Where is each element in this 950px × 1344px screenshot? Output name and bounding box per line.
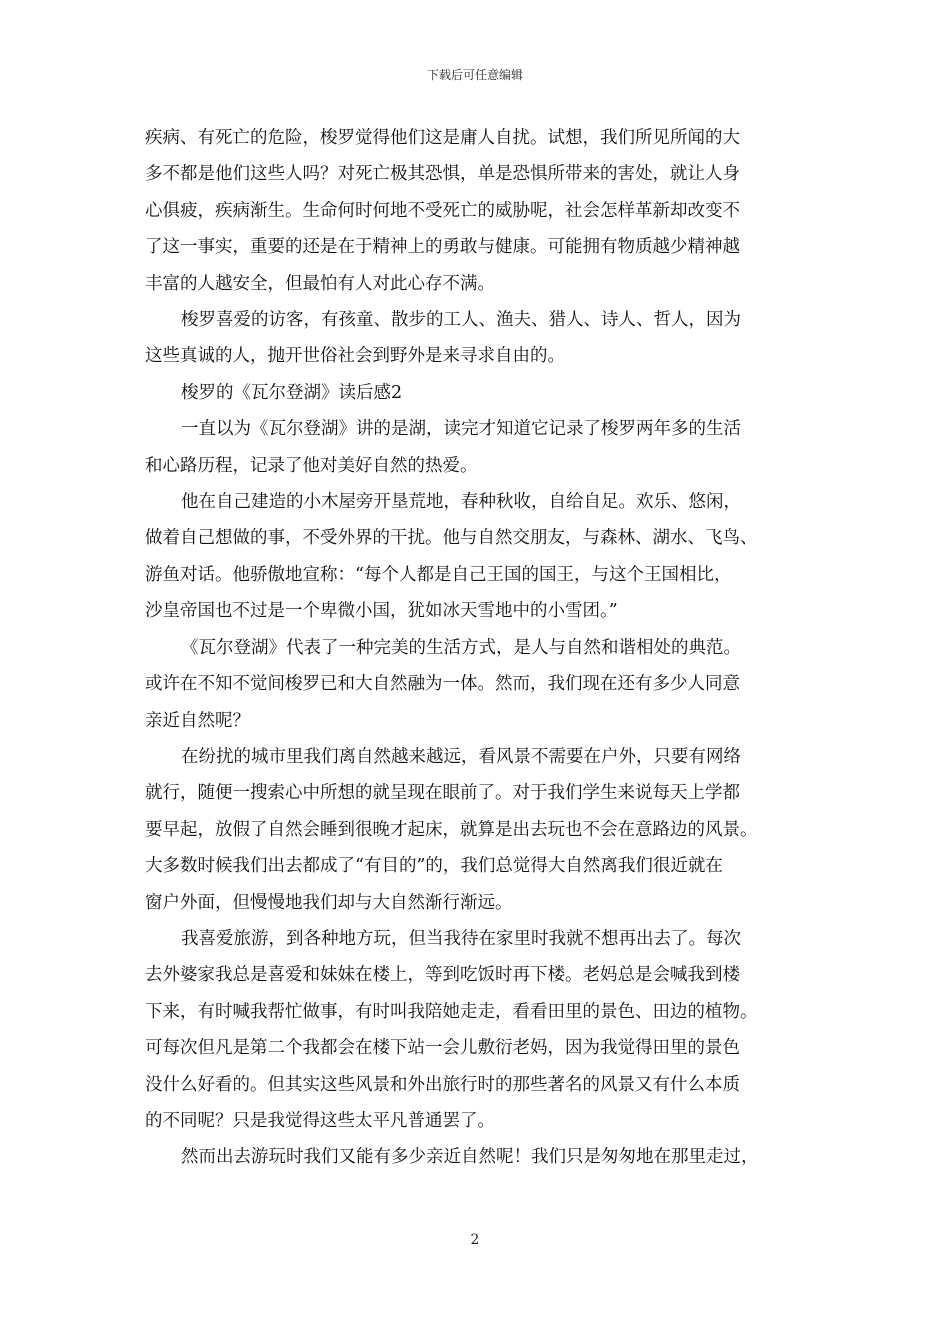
text-line: 和心路历程，记录了他对美好自然的热爱。 xyxy=(145,455,478,476)
text-line: 他在自己建造的小木屋旁开垦荒地，春种秋收，自给自足。欢乐、悠闲， xyxy=(181,492,741,513)
text-line: 了这一事实，重要的还是在于精神上的勇敢与健康。可能拥有物质越少精神越 xyxy=(145,237,740,258)
text-line: 一直以为《瓦尔登湖》讲的是湖，读完才知道它记录了梭罗两年多的生活 xyxy=(181,419,741,440)
paragraph xyxy=(145,411,813,484)
text-line: 要早起，放假了自然会睡到很晚才起床，就算是出去玩也不会在意路边的风景。 xyxy=(145,819,758,840)
page-header: 下载后可任意编辑 xyxy=(426,68,523,82)
text-line: 去外婆家我总是喜爱和妹妹在楼上，等到吃饭时再下楼。老妈总是会喊我到楼 xyxy=(145,965,740,986)
text-line: 就行，随便一搜索心中所想的就呈现在眼前了。对于我们学生来说每天上学都 xyxy=(145,783,740,804)
text-line: 大多数时候我们出去都成了“有目的”的，我们总觉得大自然离我们很近就在 xyxy=(145,856,723,877)
text-line: 心俱疲，疾病渐生。生命何时何地不受死亡的威胁呢，社会怎样革新却改变不 xyxy=(145,200,740,221)
paragraph xyxy=(145,484,813,630)
text-line: 《瓦尔登湖》代表了一种完美的生活方式，是人与自然和谐相处的典范。 xyxy=(181,637,741,658)
heading-text: 梭罗的《瓦尔登湖》读后感2 xyxy=(181,382,403,403)
text-line: 在纷扰的城市里我们离自然越来越远，看风景不需要在户外，只要有网络 xyxy=(181,746,741,767)
paragraph xyxy=(145,921,813,1139)
text-line: 没什么好看的。但其实这些风景和外出旅行时的那些著名的风景又有什么本质 xyxy=(145,1074,740,1095)
section-heading xyxy=(145,375,813,411)
document-body xyxy=(145,120,813,1176)
text-line: 这些真诚的人，抛开世俗社会到野外是来寻求自由的。 xyxy=(145,346,565,367)
paragraph xyxy=(145,1139,813,1175)
text-line: 下来，有时喊我帮忙做事，有时叫我陪她走走，看看田里的景色、田边的植物。 xyxy=(145,1001,758,1022)
paragraph xyxy=(145,302,813,375)
text-line: 丰富的人越安全，但最怕有人对此心存不满。 xyxy=(145,273,495,294)
paragraph xyxy=(145,630,813,739)
text-line: 沙皇帝国也不过是一个卑微小国，犹如冰天雪地中的小雪团。” xyxy=(145,601,618,622)
text-line: 亲近自然呢？ xyxy=(145,710,250,731)
text-line: 我喜爱旅游，到各种地方玩，但当我待在家里时我就不想再出去了。每次 xyxy=(181,928,741,949)
text-line: 的不同呢？只是我觉得这些太平凡普通罢了。 xyxy=(145,1110,495,1131)
text-line: 窗户外面，但慢慢地我们却与大自然渐行渐远。 xyxy=(145,892,513,913)
paragraph xyxy=(145,739,813,921)
paragraph xyxy=(145,120,813,302)
text-line: 疾病、有死亡的危险，梭罗觉得他们这是庸人自扰。试想，我们所见所闻的大 xyxy=(145,128,740,148)
text-line: 多不都是他们这些人吗？对死亡极其恐惧，单是恐惧所带来的害处，就让人身 xyxy=(145,164,740,185)
text-line: 做着自己想做的事，不受外界的干扰。他与自然交朋友，与森林、湖水、飞鸟、 xyxy=(145,528,758,549)
text-line: 或许在不知不觉间梭罗已和大自然融为一体。然而，我们现在还有多少人同意 xyxy=(145,674,740,695)
text-line: 然而出去游玩时我们又能有多少亲近自然呢！我们只是匆匆地在那里走过， xyxy=(181,1147,759,1168)
text-line: 游鱼对话。他骄傲地宣称：“每个人都是自己王国的国王，与这个王国相比， xyxy=(145,564,732,585)
text-line: 可每次但凡是第二个我都会在楼下站一会儿敷衍老妈，因为我觉得田里的景色 xyxy=(145,1038,740,1059)
page-number: 2 xyxy=(470,1232,480,1248)
text-line: 梭罗喜爱的访客，有孩童、散步的工人、渔夫、猎人、诗人、哲人，因为 xyxy=(181,310,741,331)
